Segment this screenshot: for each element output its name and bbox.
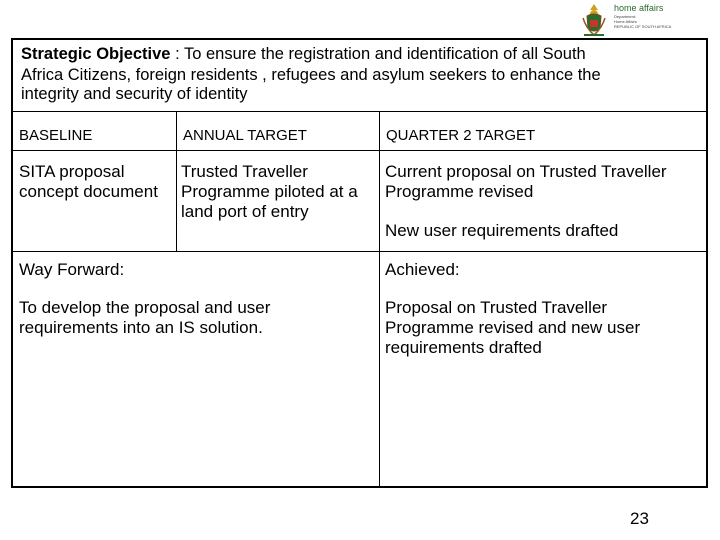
achieved-line: Programme revised and new user <box>385 318 641 337</box>
way-forward-line: requirements into an IS solution. <box>19 318 263 337</box>
objective-table <box>11 38 708 488</box>
baseline-cell-line: SITA proposal <box>19 162 125 181</box>
objective-separator: : <box>170 45 184 63</box>
objective-line <box>21 44 586 64</box>
logo-dept-line: Home Affairs <box>614 19 637 24</box>
baseline-cell-line: concept document <box>19 182 158 201</box>
objective-line: integrity and security of identity <box>21 85 248 103</box>
quarter-target-extra: New user requirements drafted <box>385 221 619 240</box>
page-number: 23 <box>630 509 649 528</box>
divider <box>13 150 706 151</box>
objective-text: To ensure the registration and identification of all South <box>183 45 586 63</box>
objective-label: Strategic Objective <box>21 45 171 63</box>
logo-dept-line: Department: <box>614 14 637 19</box>
annual-target-header: ANNUAL TARGET <box>183 127 307 144</box>
divider <box>176 111 177 251</box>
achieved-line: requirements drafted <box>385 338 542 357</box>
achieved-label: Achieved: <box>385 260 460 279</box>
divider <box>379 111 380 488</box>
annual-target-cell-line: Trusted Traveller <box>181 162 308 181</box>
quarter-target-cell-line: Current proposal on Trusted Traveller <box>385 162 667 181</box>
divider <box>13 111 706 112</box>
way-forward-line: To develop the proposal and user <box>19 298 271 317</box>
achieved-line: Proposal on Trusted Traveller <box>385 298 608 317</box>
department-logo <box>578 2 718 38</box>
objective-line: Africa Citizens, foreign residents , refugees and asylum seekers to enhance the <box>21 66 601 84</box>
way-forward-label: Way Forward: <box>19 260 125 279</box>
baseline-header: BASELINE <box>19 127 93 144</box>
divider <box>13 251 706 252</box>
coat-of-arms-icon <box>578 2 610 38</box>
logo-dept-line: REPUBLIC OF SOUTH AFRICA <box>614 24 672 29</box>
annual-target-cell-line: land port of entry <box>181 202 309 221</box>
logo-name: home affairs <box>614 3 664 13</box>
quarter-target-cell-line: Programme revised <box>385 182 534 201</box>
annual-target-cell-line: Programme piloted at a <box>181 182 358 201</box>
quarter-target-header: QUARTER 2 TARGET <box>386 127 536 144</box>
